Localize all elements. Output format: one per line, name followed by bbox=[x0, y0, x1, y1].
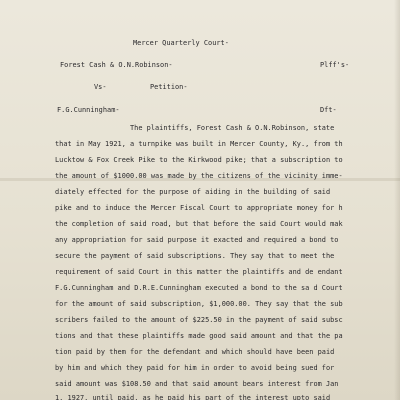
body-line-14: tions and that these plaintiffs made good said amount and that the pa bbox=[55, 332, 343, 340]
body-line-6: pike and to induce the Mercer Fiscal Court to appropriate money for h bbox=[55, 204, 343, 212]
paper-edge-shadow bbox=[394, 0, 400, 400]
plaintiffs-role: Plff's- bbox=[320, 61, 350, 69]
body-line-9: secure the payment of said subscriptions. They say that to meet the bbox=[55, 252, 335, 260]
body-line-18: 1, 1927, until paid, as he paid his part of the interest upto said bbox=[55, 394, 331, 400]
petition-label: Petition- bbox=[150, 83, 188, 91]
body-line-11: F.G.Cunningham and D.R.E.Cunningham executed a bond to the sa d Court bbox=[55, 284, 343, 292]
body-line-10: requirement of said Court in this matter the plaintiffs and de endant bbox=[55, 268, 343, 276]
body-line-4: the amount of $1000.00 was made by the citizens of the vicinity imme- bbox=[55, 172, 343, 180]
body-line-12: for the amount of said subscription, $1,000.00. They say that the sub bbox=[55, 300, 343, 308]
body-line-16: by him and which they paid for him in order to avoid being sued for bbox=[55, 364, 335, 372]
defendant-name: F.G.Cunningham- bbox=[57, 106, 120, 114]
body-line-7: the completion of said road, but that before the said Court would mak bbox=[55, 220, 343, 228]
body-line-2: that in May 1921, a turnpike was built in Mercer County, Ky., from th bbox=[55, 140, 343, 148]
body-line-8: any appropriation for said purpose it exacted and required a bond to bbox=[55, 236, 339, 244]
body-line-15: tion paid by them for the defendant and which should have been paid bbox=[55, 348, 335, 356]
body-line-13: scribers failed to the amount of $225.50 in the payment of said subsc bbox=[55, 316, 343, 324]
body-line-1: The plaintiffs, Forest Cash & O.N.Robinson, state bbox=[130, 124, 335, 132]
body-line-17: said amount was $108.50 and that said amount bears interest from Jan bbox=[55, 380, 339, 388]
defendant-role: Dft- bbox=[320, 106, 337, 114]
body-line-5: diately effected for the purpose of aiding in the building of said bbox=[55, 188, 331, 196]
body-line-3: Lucktow & Fox Creek Pike to the Kirkwood pike; that a subscription to bbox=[55, 156, 343, 164]
court-heading: Mercer Quarterly Court- bbox=[133, 39, 229, 47]
versus-label: Vs- bbox=[94, 83, 107, 91]
plaintiffs-names: Forest Cash & O.N.Robinson- bbox=[60, 61, 173, 69]
